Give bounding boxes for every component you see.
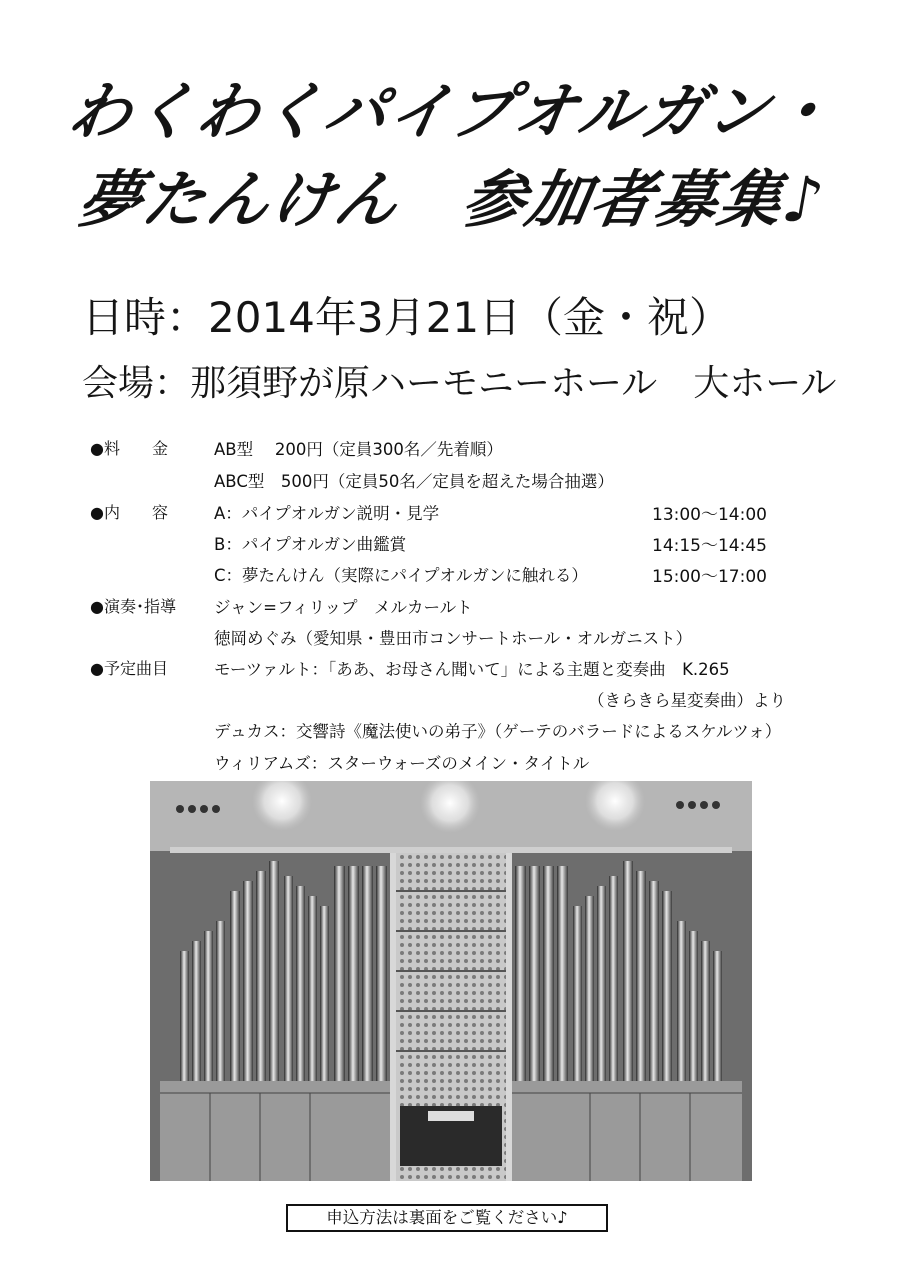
pipe-organ-illustration xyxy=(150,781,752,1181)
content-b-time: 14:15～14:45 xyxy=(652,536,767,556)
content-a-time: 13:00～14:00 xyxy=(652,505,767,525)
program-1b: （きらきら星変奏曲）より xyxy=(588,691,786,710)
performer-label: ●演奏･指導 xyxy=(90,597,176,616)
fee-label: ●料 金 xyxy=(90,439,168,458)
event-date: 日時：2014年3月21日（金・祝） xyxy=(82,293,732,342)
program-label: ●予定曲目 xyxy=(90,659,168,678)
fee-ab: AB型 200円（定員300名／先着順） xyxy=(214,440,503,459)
performer-2: 徳岡めぐみ（愛知県・豊田市コンサートホール・オルガニスト） xyxy=(214,629,693,648)
content-b: B：パイプオルガン曲鑑賞 xyxy=(214,535,407,554)
content-a: A：パイプオルガン説明・見学 xyxy=(214,504,440,523)
pipe-organ-photo xyxy=(150,781,752,1181)
content-c: C：夢たんけん（実際にパイプオルガンに触れる） xyxy=(214,566,588,585)
content-label: ●内 容 xyxy=(90,503,168,522)
event-venue: 会場：那須野が原ハーモニーホール 大ホール xyxy=(82,363,837,404)
fee-abc: ABC型 500円（定員50名／定員を超えた場合抽選） xyxy=(214,472,614,491)
title-line-1: わくわくパイプオルガン・ xyxy=(62,75,842,148)
application-notice: 申込方法は裏面をご覧ください♪ xyxy=(286,1204,608,1232)
program-3: ウィリアムズ：スターウォーズのメイン・タイトル xyxy=(214,754,590,773)
content-c-time: 15:00～17:00 xyxy=(652,567,767,587)
program-1: モーツァルト：「ああ、お母さん聞いて」による主題と変奏曲 K.265 xyxy=(214,660,730,679)
title-line-2: 夢たんけん 参加者募集♪ xyxy=(72,163,832,236)
performer-1: ジャン=フィリップ メルカールト xyxy=(214,598,473,617)
program-2: デュカス：交響詩《魔法使いの弟子》（ゲーテのバラードによるスケルツォ） xyxy=(214,722,782,741)
